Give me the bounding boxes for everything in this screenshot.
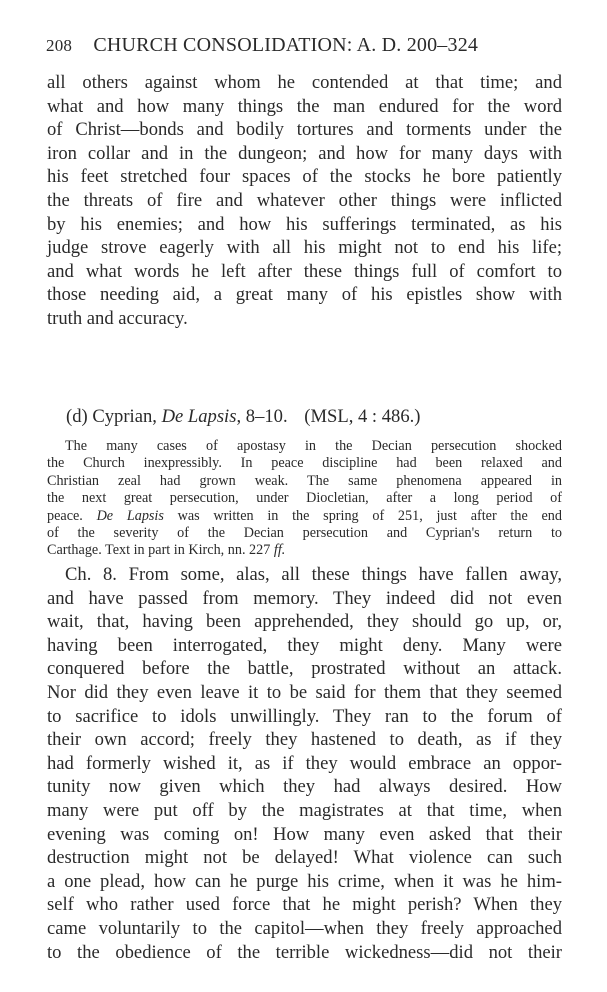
note-italic-title: De Lapsis	[96, 507, 164, 524]
text-line: conquered before the battle, prostrated without an attack.	[47, 658, 562, 680]
running-header	[46, 34, 566, 57]
text-line: his feet stretched four spaces of the stocks he bore patiently	[47, 166, 562, 188]
passage-1	[47, 71, 562, 331]
source-citation	[66, 406, 420, 428]
text-line: wait, that, having been apprehended, they should go up, or,	[47, 611, 562, 633]
text-line: self who rather used force that he might perish? When they	[47, 894, 562, 916]
note-italic-ff: ff.	[273, 542, 286, 559]
note-text: peace.	[47, 507, 97, 524]
text-line: many were put off by the magistrates at that time, when	[47, 799, 562, 821]
passage-2	[47, 563, 562, 964]
text-line: a one plead, how can he purge his crime, when it was he him-	[47, 870, 562, 892]
note-line: The many cases of apostasy in the Decian persecution shocked	[65, 438, 562, 454]
text-line: their own accord; freely they hastened to death, as if they	[47, 729, 562, 751]
editorial-note	[47, 438, 562, 560]
note-line: the Church inexpressibly. In peace discipline had been relaxed and	[47, 455, 562, 472]
note-line: Christian zeal had grown weak. The same phenomena appeared in	[47, 472, 562, 489]
text-line: Nor did they even leave it to be said for them that they seemed	[47, 681, 562, 703]
text-line: and have passed from memory. They indeed did not even	[47, 587, 562, 609]
note-line	[47, 508, 562, 525]
text-line: to the obedience of the terrible wickedness—did not their	[47, 941, 562, 963]
text-line: Ch. 8. From some, alas, all these things have fallen away,	[65, 564, 562, 585]
text-line: having been interrogated, they might deny. Many were	[47, 634, 562, 656]
text-line: evening was coming on! How many even asked that their	[47, 823, 562, 845]
text-line: destruction might not be delayed! What violence can such	[47, 847, 562, 869]
text-line: by his enemies; and how his sufferings terminated, as his	[47, 213, 562, 235]
note-line: of the severity of the Decian persecution and Cyprian's return to	[47, 524, 562, 541]
text-line: came voluntarily to the capitol—when they freely approached	[47, 917, 562, 939]
text-line: truth and accuracy.	[47, 307, 188, 329]
citation-work: De Lapsis	[161, 406, 237, 427]
text-line: to sacrifice to idols unwillingly. They ran to the forum of	[47, 705, 562, 727]
running-title: CHURCH CONSOLIDATION: A. D. 200–324	[93, 34, 479, 56]
note-text: Carthage. Text in part in Kirch, nn. 227	[47, 542, 274, 559]
citation-reference: (MSL, 4 : 486.)	[304, 406, 421, 427]
page-number: 208	[46, 36, 73, 55]
text-line: what and how many things the man endured for the word	[47, 95, 562, 117]
citation-label: (d)	[66, 406, 88, 427]
text-line: of Christ—bonds and bodily tortures and torments under the	[47, 119, 562, 141]
text-line: judge strove eagerly with all his might not to end his life;	[47, 237, 562, 259]
text-line: those needing aid, a great many of his epistles show with	[47, 284, 562, 306]
text-line: the threats of fire and whatever other things were inflicted	[47, 189, 562, 211]
text-line: had formerly wished it, as if they would embrace an oppor-	[47, 752, 562, 774]
text-line: all others against whom he contended at that time; and	[47, 72, 562, 93]
text-line: tunity now given which they had always desired. How	[47, 776, 562, 798]
note-line	[47, 542, 562, 559]
text-line: and what words he left after these things full of comfort to	[47, 260, 562, 282]
note-line: the next great persecution, under Diocletian, after a long period of	[47, 490, 562, 507]
text-line: iron collar and in the dungeon; and how for many days with	[47, 142, 562, 164]
citation-author: Cyprian,	[92, 406, 157, 427]
citation-sections: , 8–10.	[236, 406, 288, 427]
note-text: was written in the spring of 251, just after the end	[163, 507, 562, 524]
